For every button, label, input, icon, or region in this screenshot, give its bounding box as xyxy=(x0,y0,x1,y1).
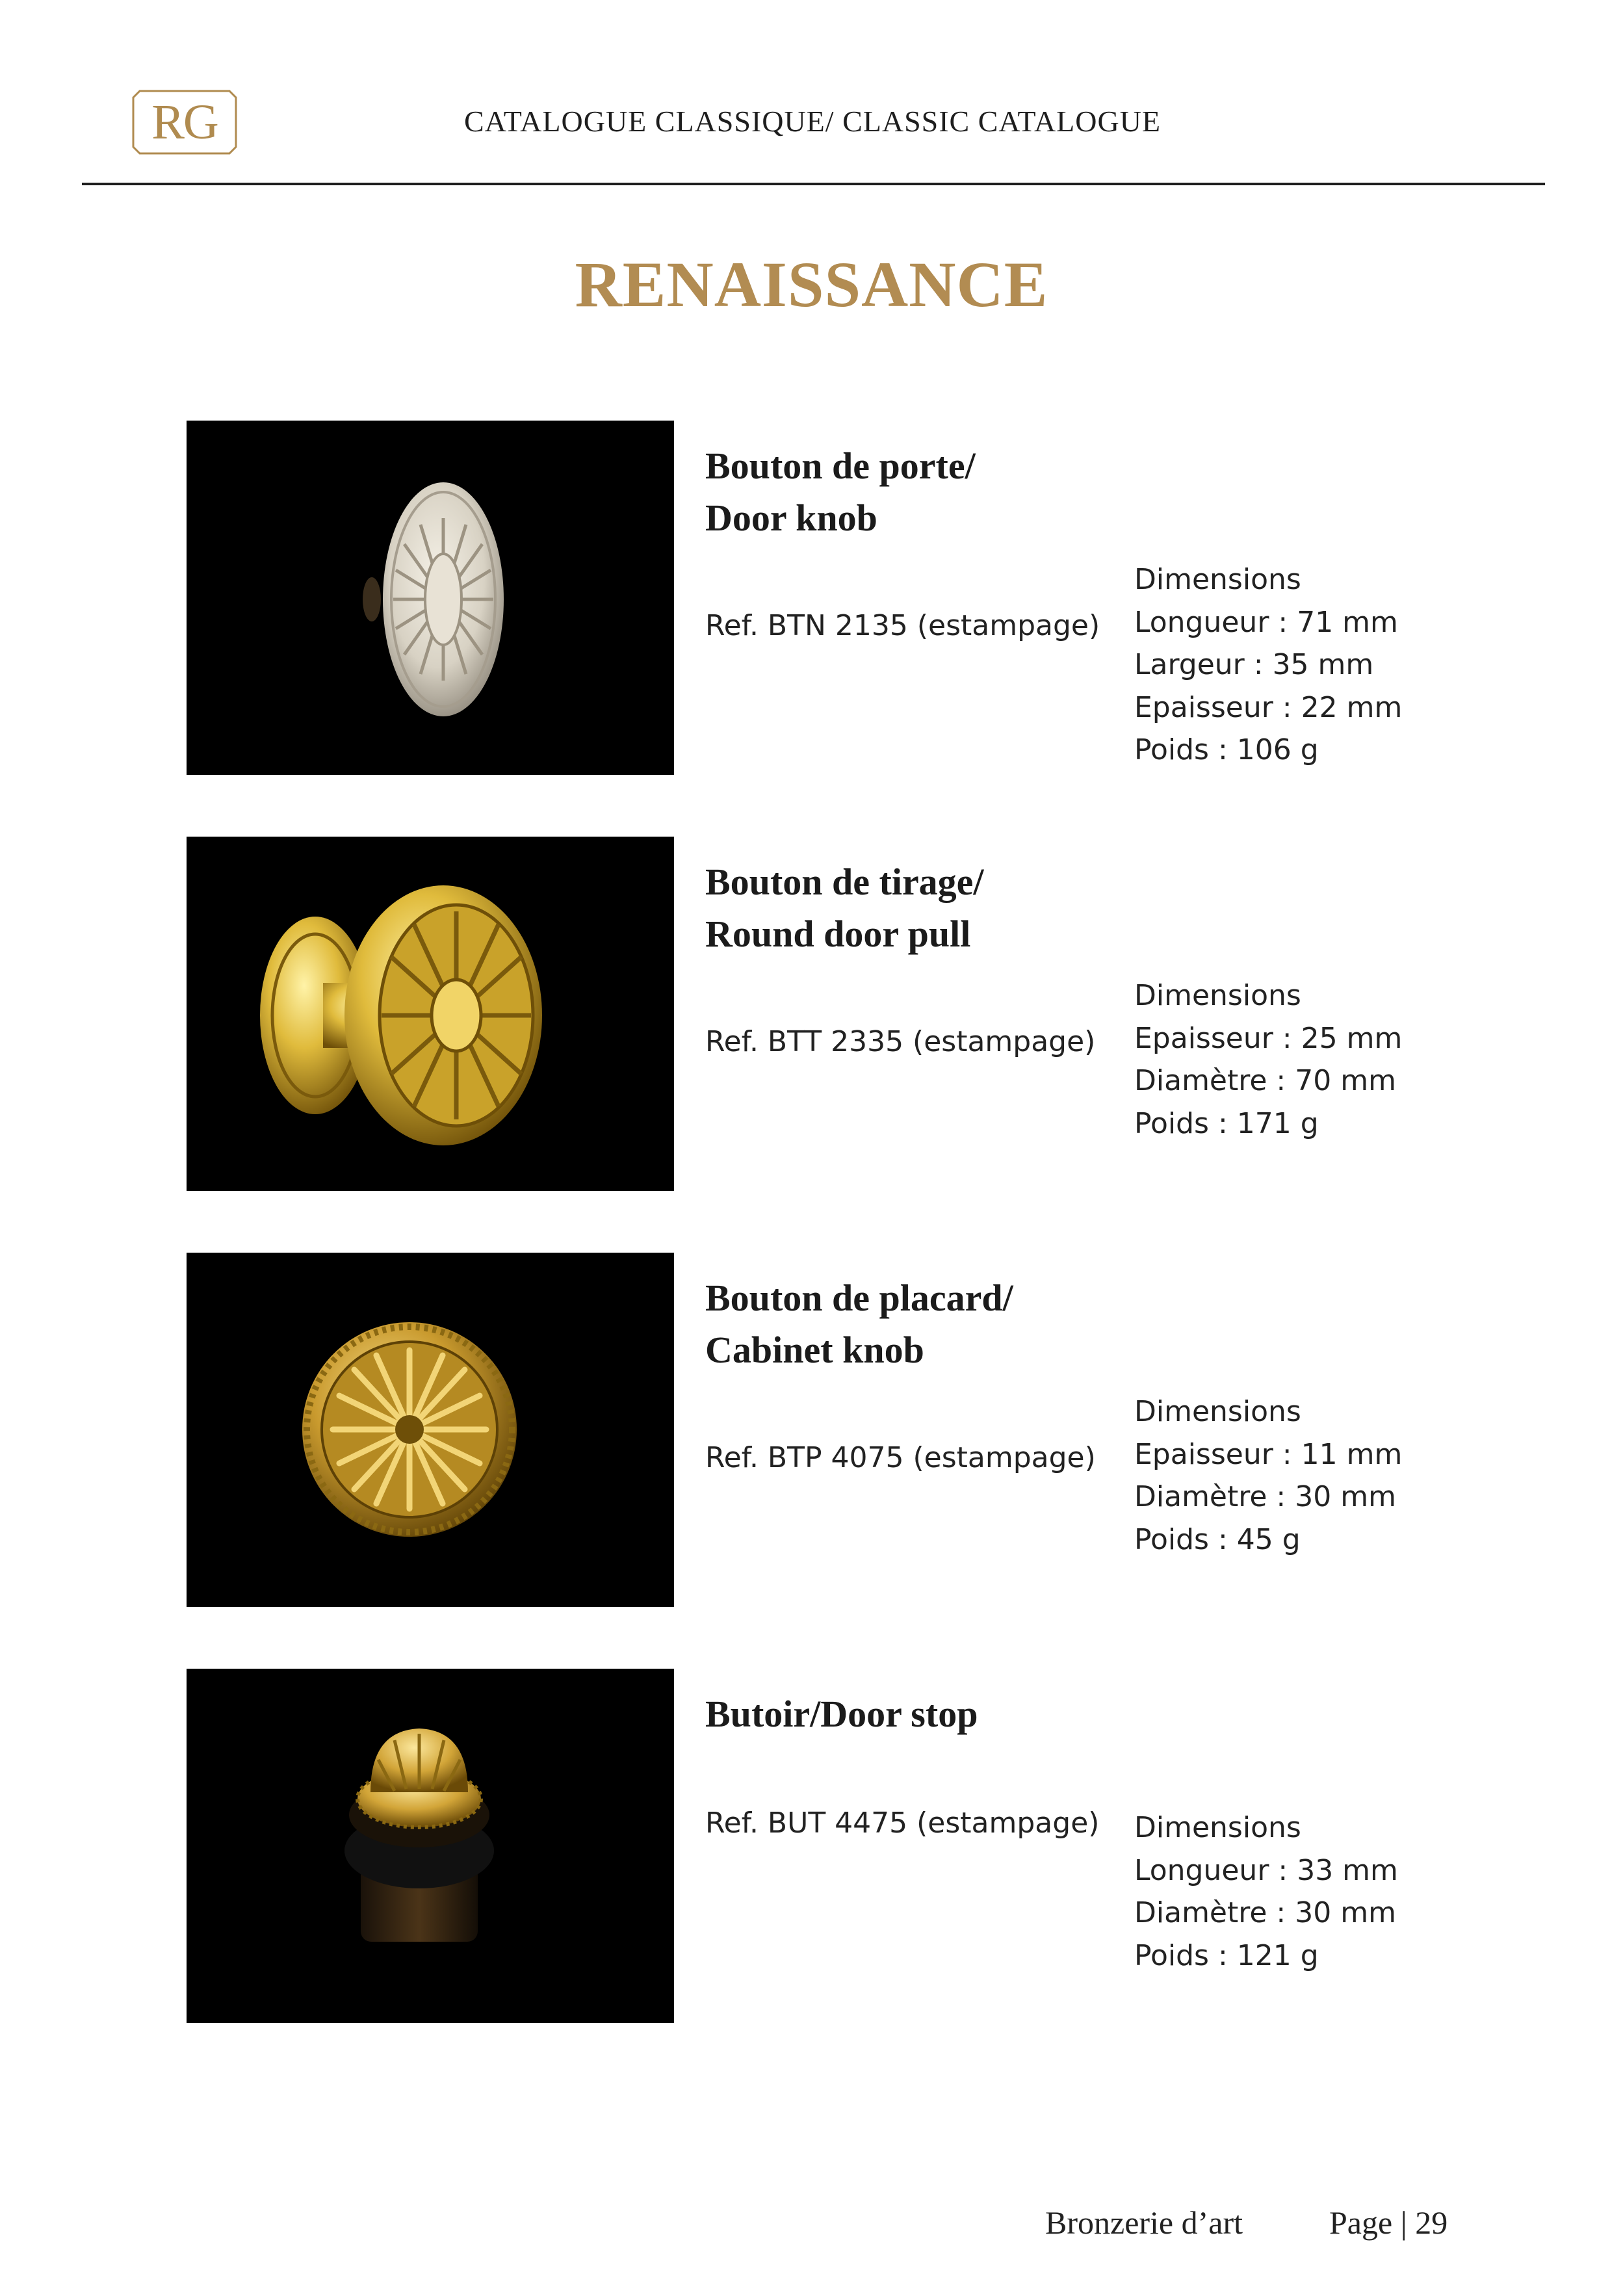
product-reference: Ref. BTP 4075 (estampage) xyxy=(705,1441,1096,1474)
dimensions-title: Dimensions xyxy=(1134,979,1301,1012)
product-dimensions xyxy=(1134,558,1524,772)
product-dimensions xyxy=(1134,1390,1524,1561)
dimensions-title: Dimensions xyxy=(1134,563,1301,596)
brand-logo xyxy=(132,90,237,155)
product-door-knob xyxy=(0,421,1623,775)
product-reference: Ref. BUT 4475 (estampage) xyxy=(705,1807,1100,1840)
dimension-value: Longueur : 71 mm xyxy=(1134,605,1398,639)
product-reference: Ref. BTT 2335 (estampage) xyxy=(705,1025,1096,1058)
section-title: RENAISSANCE xyxy=(575,248,1048,320)
round-door-pull-icon xyxy=(187,837,674,1191)
page-number: Page | 29 xyxy=(1329,2204,1448,2241)
dimension-value: Diamètre : 30 mm xyxy=(1134,1480,1396,1513)
dimension-value: Longueur : 33 mm xyxy=(1134,1853,1398,1887)
dimension-value: Poids : 121 g xyxy=(1134,1938,1319,1972)
product-dimensions xyxy=(1134,1807,1524,1977)
product-name: Bouton de placard/ Cabinet knob xyxy=(705,1277,1013,1371)
product-photo xyxy=(187,1253,674,1607)
product-name: Bouton de tirage/ Round door pull xyxy=(705,861,984,955)
header-divider xyxy=(82,183,1545,185)
dimension-value: Diamètre : 70 mm xyxy=(1134,1064,1396,1097)
dimension-value: Largeur : 35 mm xyxy=(1134,648,1374,681)
product-name: Butoir/Door stop xyxy=(705,1693,978,1735)
dimension-value: Epaisseur : 22 mm xyxy=(1134,690,1403,724)
cabinet-knob-icon xyxy=(187,1253,674,1607)
door-stop-icon xyxy=(187,1669,674,2023)
dimension-value: Diamètre : 30 mm xyxy=(1134,1896,1396,1929)
dimension-value: Poids : 106 g xyxy=(1134,733,1319,766)
dimension-value: Poids : 45 g xyxy=(1134,1522,1301,1556)
dimension-value: Poids : 171 g xyxy=(1134,1106,1319,1140)
dimension-value: Epaisseur : 11 mm xyxy=(1134,1437,1403,1471)
dimensions-title: Dimensions xyxy=(1134,1395,1301,1428)
product-photo xyxy=(187,1669,674,2023)
footer-brand: Bronzerie d’art xyxy=(1045,2204,1243,2241)
product-cabinet-knob xyxy=(0,1253,1623,1607)
product-round-door-pull xyxy=(0,837,1623,1191)
product-name: Bouton de porte/ Door knob xyxy=(705,445,976,539)
logo-monogram: RG xyxy=(151,94,218,150)
dimension-value: Epaisseur : 25 mm xyxy=(1134,1021,1403,1055)
product-door-stop xyxy=(0,1669,1623,2023)
product-reference: Ref. BTN 2135 (estampage) xyxy=(705,609,1100,642)
product-photo xyxy=(187,837,674,1191)
product-photo xyxy=(187,421,674,775)
oval-door-knob-icon xyxy=(187,421,674,775)
product-dimensions xyxy=(1134,974,1524,1145)
catalogue-title: CATALOGUE CLASSIQUE/ CLASSIC CATALOGUE xyxy=(463,105,1162,138)
dimensions-title: Dimensions xyxy=(1134,1811,1301,1844)
